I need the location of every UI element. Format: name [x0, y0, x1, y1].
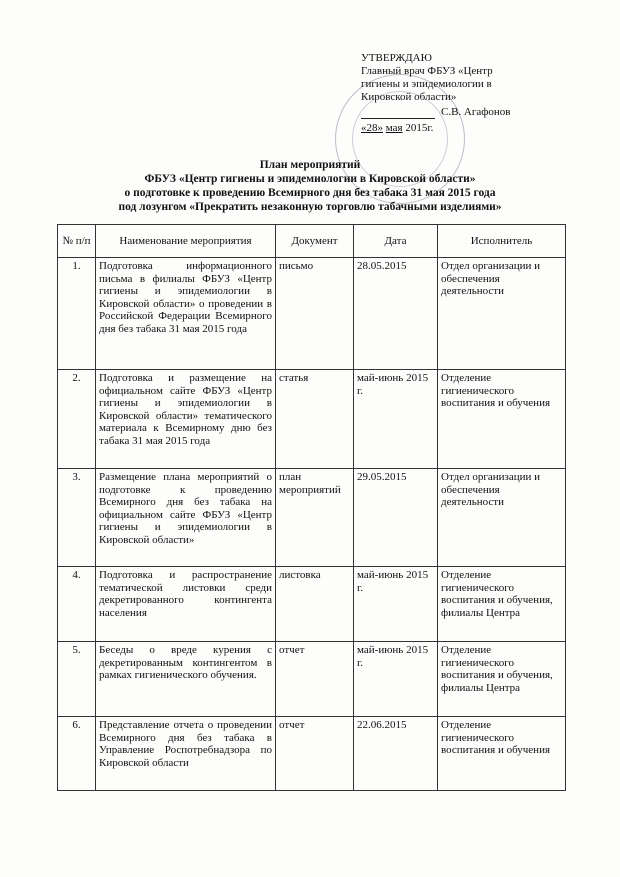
row-number: 5. — [58, 642, 96, 717]
row-document: листовка — [276, 567, 354, 642]
header-executor: Исполнитель — [438, 225, 566, 258]
row-document: отчет — [276, 717, 354, 791]
header-number: № п/п — [58, 225, 96, 258]
table-row — [58, 567, 566, 642]
header-date: Дата — [354, 225, 438, 258]
row-number: 1. — [58, 258, 96, 370]
row-date: май-июнь 2015 г. — [354, 642, 438, 717]
signatory-name: С.В. Агафонов — [441, 106, 511, 118]
approval-header: УТВЕРЖДАЮ — [361, 52, 432, 64]
row-activity: Подготовка информационного письма в филиалы ФБУЗ «Центр гигиены и эпидемиологии в Кировской области» о проведении в Российской Федерации Всемирного дня без табака 31 мая 2015 года — [96, 258, 276, 370]
row-activity: Беседы о вреде курения с декретированным контингентом в рамках гигиенического обучения. — [96, 642, 276, 717]
row-activity: Размещение плана мероприятий о подготовке к проведению Всемирного дня без табака на официальном сайте ФБУЗ «Центр гигиены и эпидемиологии в Кировской области» — [96, 469, 276, 567]
row-executor: Отделение гигиенического воспитания и обучения, филиалы Центра — [438, 642, 566, 717]
table-row — [58, 258, 566, 370]
table-row — [58, 642, 566, 717]
approval-date-year: 2015г. — [405, 122, 434, 134]
title-line-2: ФБУЗ «Центр гигиены и эпидемиологии в Кировской области» — [144, 173, 476, 185]
row-activity: Представление отчета о проведении Всемирного дня без табака в Управление Роспотребнадзора по Кировской области — [96, 717, 276, 791]
title-line-1: План мероприятий — [259, 159, 361, 171]
row-activity: Подготовка и размещение на официальном сайте ФБУЗ «Центр гигиены и эпидемиологии в Кировской области» тематического материала к Всемирному дню без табака 31 мая 2015 года — [96, 370, 276, 469]
table-row — [58, 469, 566, 567]
approval-date-month: мая — [385, 122, 403, 134]
header-activity: Наименование мероприятия — [96, 225, 276, 258]
approval-block — [361, 52, 557, 135]
row-activity: Подготовка и распространение тематической листовки среди декретированного контингента населения — [96, 567, 276, 642]
title-line-3: о подготовке к проведению Всемирного дня без табака 31 мая 2015 года — [124, 187, 496, 199]
plan-table — [57, 224, 566, 791]
row-number: 2. — [58, 370, 96, 469]
row-executor: Отдел организации и обеспечения деятельности — [438, 469, 566, 567]
row-number: 3. — [58, 469, 96, 567]
table-row — [58, 370, 566, 469]
header-document: Документ — [276, 225, 354, 258]
row-document: план мероприятий — [276, 469, 354, 567]
table-row — [58, 717, 566, 791]
row-executor: Отдел организации и обеспечения деятельности — [438, 258, 566, 370]
row-document: статья — [276, 370, 354, 469]
row-date: 29.05.2015 — [354, 469, 438, 567]
row-executor: Отделение гигиенического воспитания и обучения — [438, 370, 566, 469]
approval-line-2: гигиены и эпидемиологии в — [361, 78, 492, 90]
signature-row — [361, 106, 557, 119]
row-number: 4. — [58, 567, 96, 642]
row-executor: Отделение гигиенического воспитания и обучения — [438, 717, 566, 791]
document-title — [60, 158, 560, 214]
row-date: 22.06.2015 — [354, 717, 438, 791]
row-executor: Отделение гигиенического воспитания и обучения, филиалы Центра — [438, 567, 566, 642]
row-date: май-июнь 2015 г. — [354, 370, 438, 469]
row-document: письмо — [276, 258, 354, 370]
table-header-row — [58, 225, 566, 258]
approval-date — [361, 122, 557, 135]
row-number: 6. — [58, 717, 96, 791]
approval-line-1: Главный врач ФБУЗ «Центр — [361, 65, 493, 77]
row-document: отчет — [276, 642, 354, 717]
row-date: 28.05.2015 — [354, 258, 438, 370]
title-line-4: под лозунгом «Прекратить незаконную торговлю табачными изделиями» — [118, 201, 502, 213]
approval-date-day: «28» — [361, 122, 383, 134]
signature-line — [361, 107, 435, 119]
row-date: май-июнь 2015 г. — [354, 567, 438, 642]
approval-line-3: Кировской области» — [361, 91, 457, 103]
